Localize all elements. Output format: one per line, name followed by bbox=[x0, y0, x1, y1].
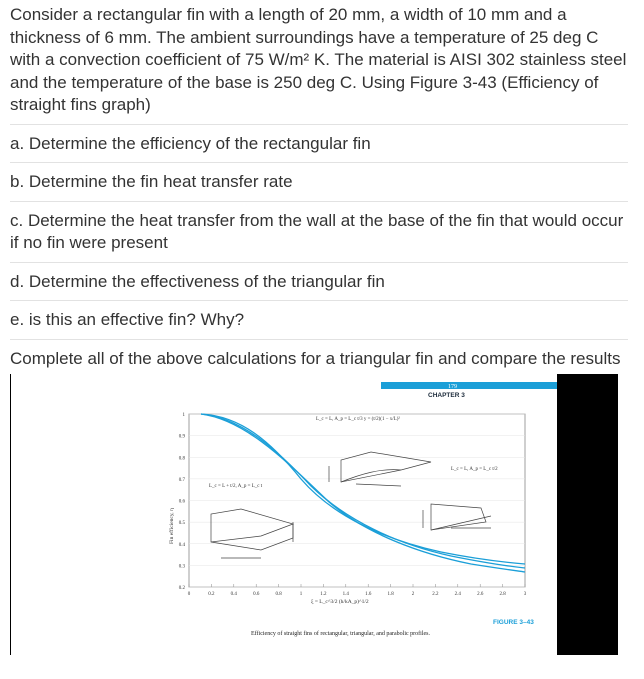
question-c: c. Determine the heat transfer from the wall at the base of the fin that would occur if no fin were present bbox=[10, 210, 624, 252]
page-number: 179 bbox=[448, 384, 457, 390]
curve-triangular bbox=[201, 414, 525, 568]
x-tick-label: 0.2 bbox=[208, 592, 215, 597]
x-tick-label: 1.8 bbox=[387, 592, 394, 597]
x-tick-label: 1 bbox=[299, 592, 303, 597]
label-rectangular: L_c = L + t/2, A_p = L_c t bbox=[209, 484, 263, 489]
divider bbox=[10, 162, 628, 163]
question-b: b. Determine the fin heat transfer rate bbox=[10, 172, 293, 191]
question-e: e. is this an effective fin? Why? bbox=[10, 310, 245, 329]
rectangular-fin-sketch bbox=[211, 509, 293, 558]
x-axis-label: ξ = L_c^3/2 (h/kA_p)^1/2 bbox=[311, 599, 369, 605]
x-tick-label: 0 bbox=[187, 592, 191, 597]
x-ticks bbox=[188, 584, 527, 597]
efficiency-chart bbox=[11, 374, 557, 655]
y-tick-label: 0.7 bbox=[178, 477, 185, 483]
x-tick-label: 1.4 bbox=[342, 592, 349, 597]
x-tick-label: 1.6 bbox=[365, 592, 372, 597]
curve-parabolic bbox=[201, 414, 525, 564]
x-tick-label: 2.4 bbox=[454, 592, 461, 597]
triangular-fin-sketch bbox=[423, 504, 491, 530]
y-tick-label: 0.5 bbox=[178, 521, 185, 527]
header-bar bbox=[381, 382, 557, 389]
x-tick-label: 2.8 bbox=[499, 592, 506, 597]
y-tick-label: 1 bbox=[182, 413, 185, 418]
divider bbox=[10, 262, 628, 263]
x-tick-label: 0.4 bbox=[230, 592, 237, 597]
problem-intro: Consider a rectangular fin with a length of 20 mm, a width of 10 mm and a thickness of 6 mm. The ambient surroundings have a temperature of 25 deg C with a convection coefficient of 75 W/m² K. The material is AISI 302 stainless steel and the temperature of the base is 250 deg C. Using Figure 3-43 (Efficiency of straight fins graph) bbox=[10, 5, 627, 114]
label-parabolic: L_c = L, A_p = L_c t/3 y = (t/2)(1 − x/L)² bbox=[316, 417, 400, 422]
y-tick-label: 0.3 bbox=[178, 564, 185, 570]
y-ticks bbox=[179, 413, 186, 591]
divider bbox=[10, 300, 628, 301]
divider bbox=[10, 201, 628, 202]
y-tick-label: 0.4 bbox=[178, 542, 185, 548]
figure-page bbox=[11, 374, 557, 655]
figure-label: FIGURE 3–43 bbox=[493, 619, 534, 626]
label-triangular: L_c = L, A_p = L_c t/2 bbox=[451, 467, 498, 472]
divider bbox=[10, 124, 628, 125]
figure-caption: Efficiency of straight fins of rectangular, triangular, and parabolic profiles. bbox=[251, 631, 431, 637]
x-tick-label: 3 bbox=[523, 592, 527, 597]
y-axis-label: Fin efficiency, η bbox=[169, 508, 175, 544]
divider bbox=[10, 339, 628, 340]
question-a: a. Determine the efficiency of the rectangular fin bbox=[10, 133, 371, 153]
problem-text bbox=[10, 4, 630, 370]
x-tick-label: 0.6 bbox=[253, 592, 260, 597]
x-tick-label: 0.8 bbox=[275, 592, 282, 597]
x-tick-label: 1.2 bbox=[320, 592, 327, 597]
y-tick-label: 0.9 bbox=[178, 434, 185, 440]
x-tick-label: 2.2 bbox=[432, 592, 439, 597]
figure-image bbox=[10, 374, 618, 655]
question-compare: Complete all of the above calculations for a triangular fin and compare the results bbox=[10, 348, 621, 368]
chapter-label: CHAPTER 3 bbox=[428, 392, 465, 399]
y-tick-label: 0.8 bbox=[178, 456, 185, 462]
y-tick-label: 0.6 bbox=[178, 499, 185, 505]
y-tick-label: 0.2 bbox=[178, 586, 185, 591]
x-tick-label: 2.6 bbox=[477, 592, 484, 597]
x-tick-label: 2 bbox=[411, 592, 415, 597]
question-d: d. Determine the effectiveness of the triangular fin bbox=[10, 271, 385, 291]
